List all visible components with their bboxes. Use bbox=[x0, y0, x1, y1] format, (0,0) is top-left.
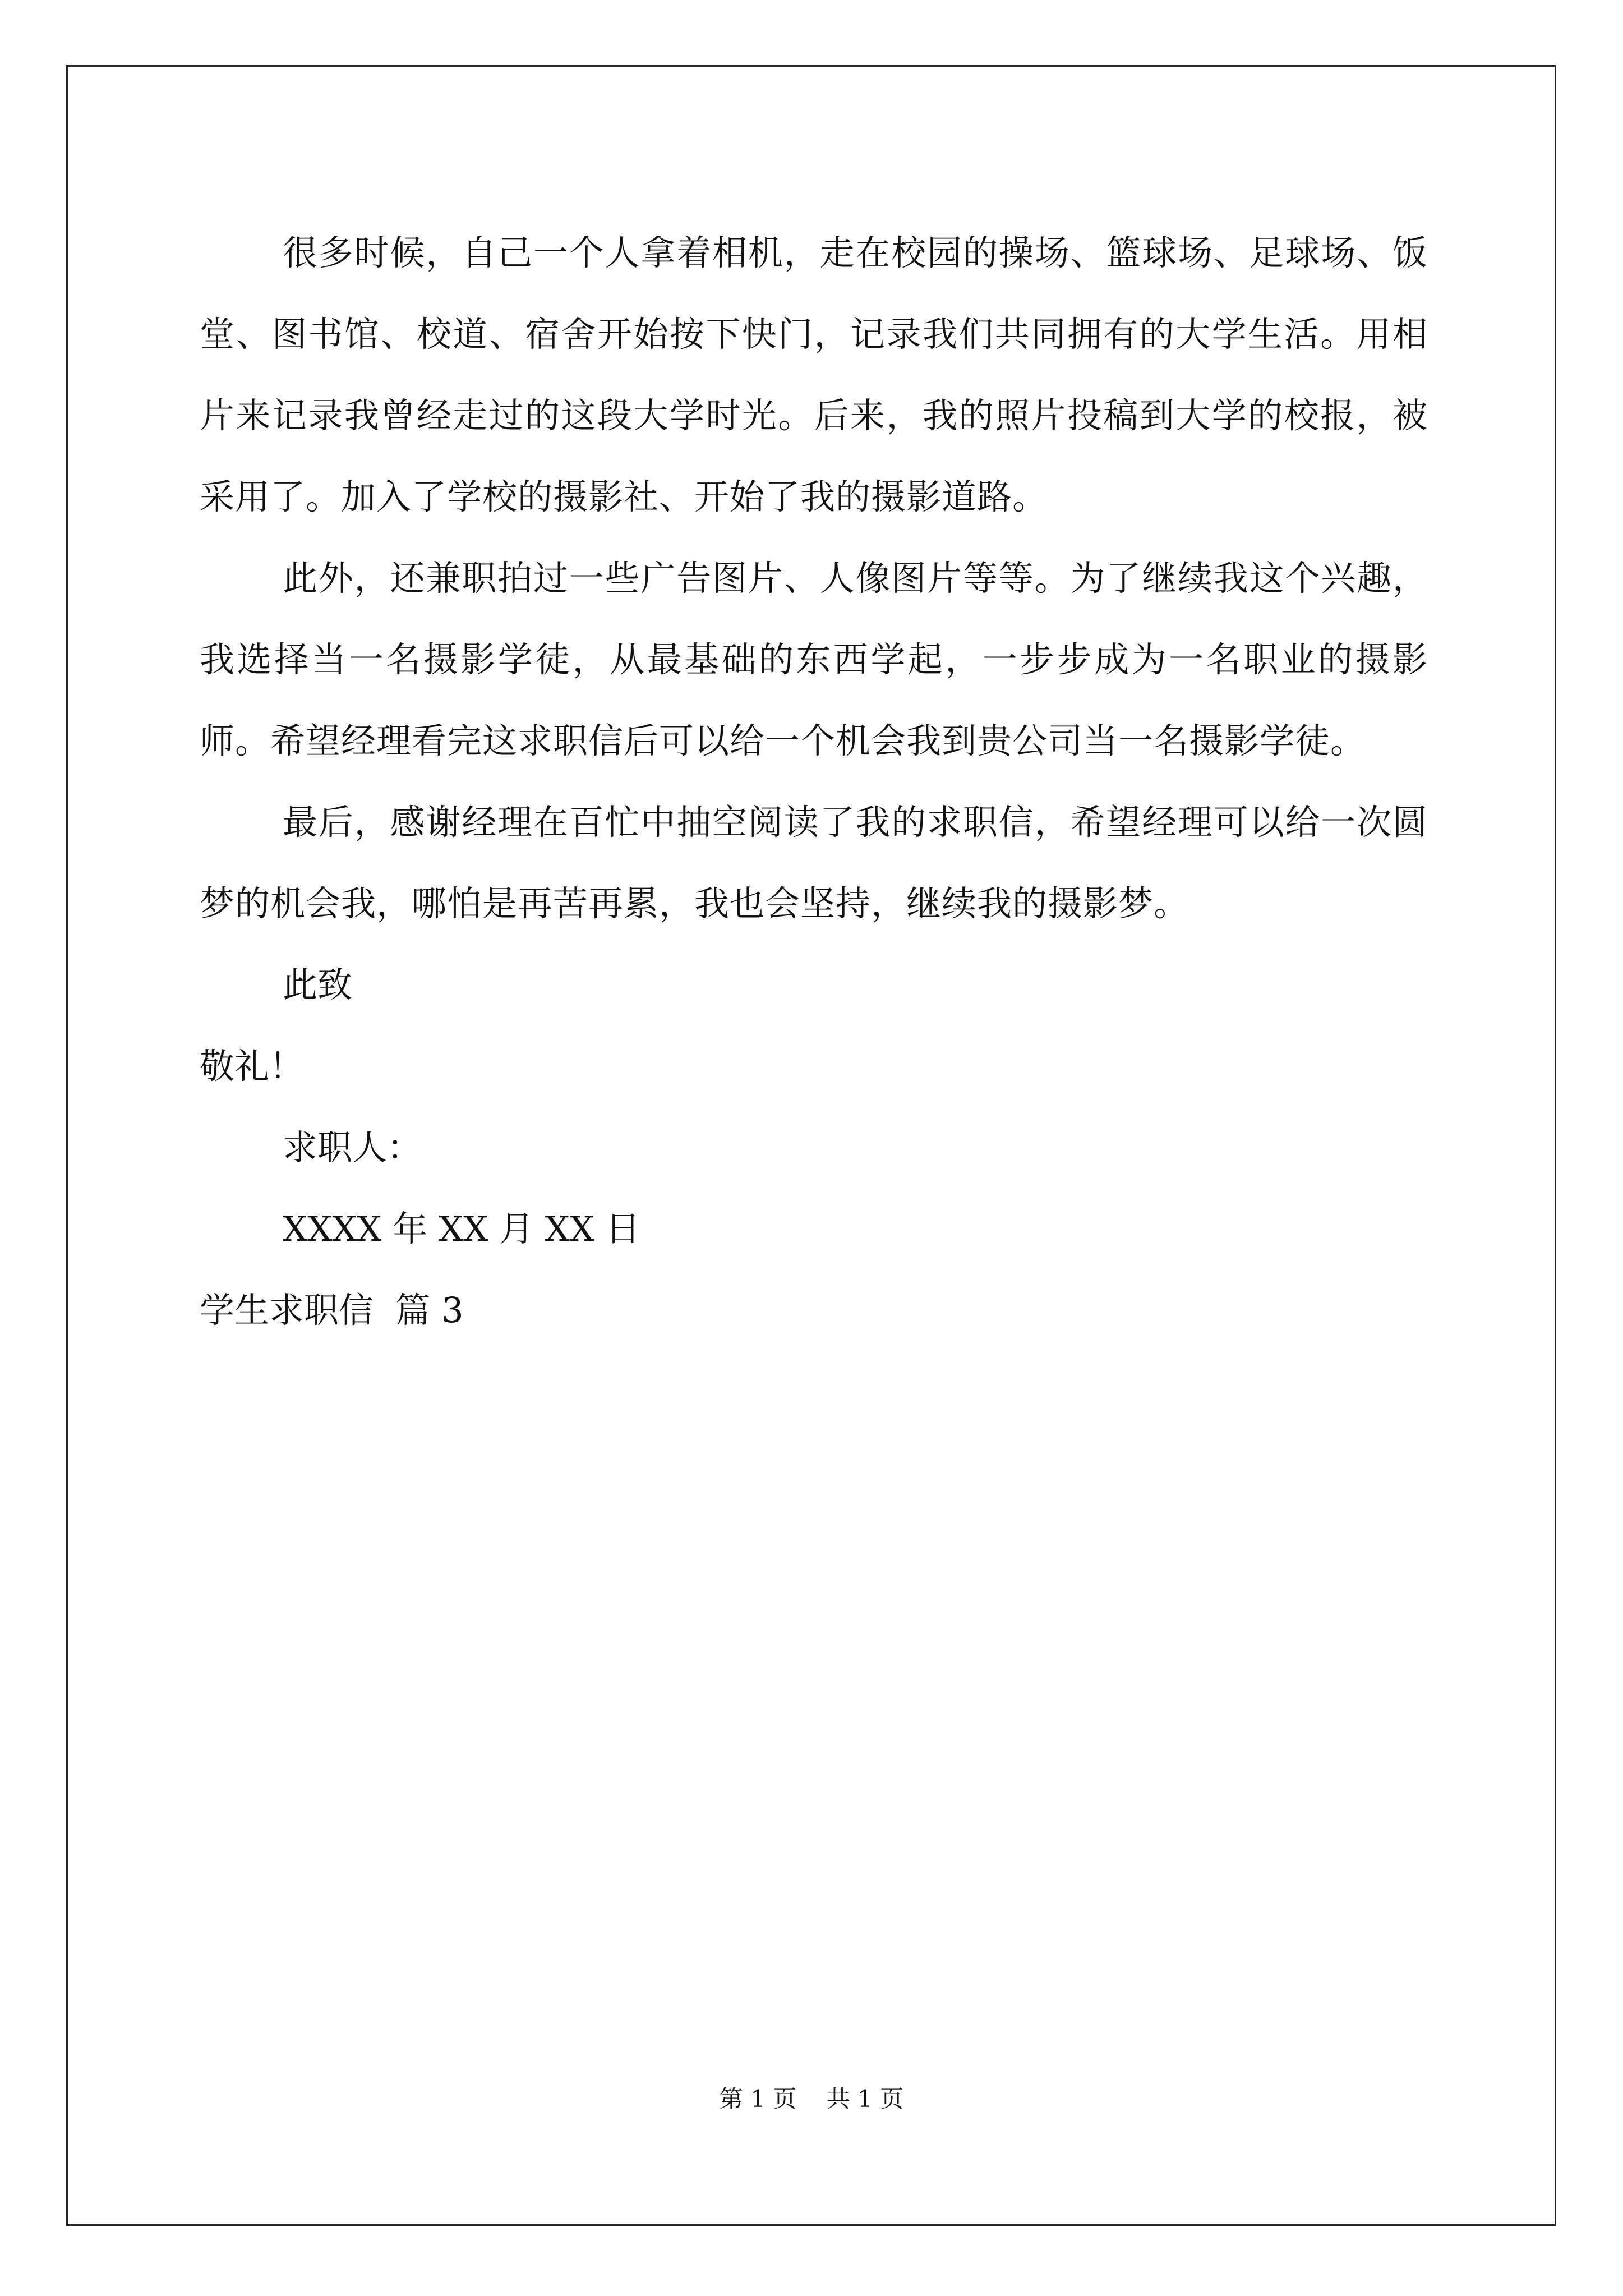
section-title: 学生求职信 篇 3 bbox=[200, 1290, 464, 1331]
date-line: XXXX 年 XX 月 XX 日 bbox=[283, 1208, 640, 1249]
page-footer: 第 1 页 共 1 页 bbox=[719, 2085, 904, 2113]
paragraph-3: 最后，感谢经理在百忙中抽空阅读了我的求职信，希望经理可以给一次圆梦的机会我，哪怕是再苦再累，我也会坚持，继续我的摄影梦。 bbox=[200, 802, 1428, 924]
salutation-text: 敬礼！ bbox=[200, 1046, 305, 1087]
letter-body bbox=[200, 212, 1428, 1351]
closing-text: 此致 bbox=[283, 964, 353, 1005]
paragraph-2: 此外，还兼职拍过一些广告图片、人像图片等等。为了继续我这个兴趣，我选择当一名摄影学徒，从最基础的东西学起，一步步成为一名职业的摄影师。希望经理看完这求职信后可以给一个机会我到贵公司当一名摄影学徒。 bbox=[200, 558, 1428, 761]
paragraph-1: 很多时候，自己一个人拿着相机，走在校园的操场、篮球场、足球场、饭堂、图书馆、校道、宿舍开始按下快门，记录我们共同拥有的大学生活。用相片来记录我曾经走过的这段大学时光。后来，我的照片投稿到大学的校报，被采用了。加入了学校的摄影社、开始了我的摄影道路。 bbox=[200, 232, 1428, 517]
signature-label: 求职人： bbox=[283, 1127, 422, 1168]
